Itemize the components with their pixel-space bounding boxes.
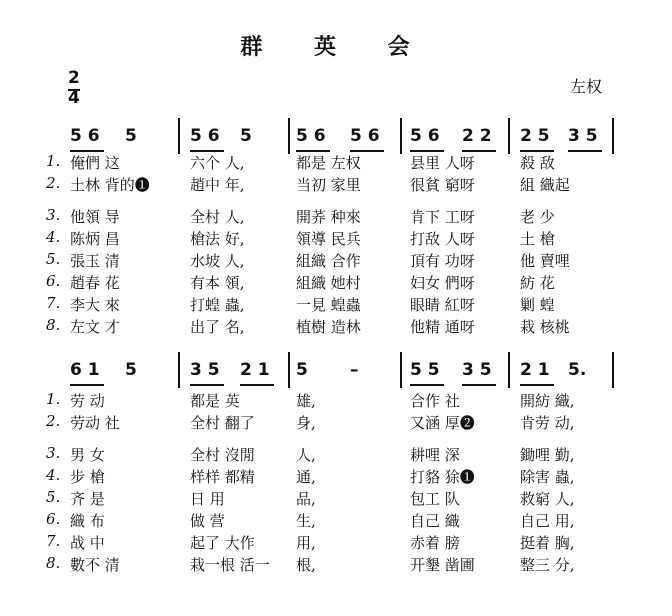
block1-lyric-4-1: 槍法 好, [190, 230, 245, 248]
staff1-barline-3 [508, 118, 510, 154]
block1-lyric-8-1: 出了 名, [190, 318, 245, 336]
block1-lyric-1-4: 殺 敌 [520, 154, 555, 172]
block2-lyric-4-2: 通, [296, 468, 316, 486]
block2-lyric-2-4: 肯劳 动, [520, 414, 575, 432]
staff2-underline-1-0 [190, 384, 224, 386]
staff1-barline-0 [178, 118, 180, 154]
block2-verse-number-2: 2. [46, 412, 61, 430]
block2-lyric-5-2: 品, [296, 490, 316, 508]
block2-lyric-2-3: 又涵 厚❷ [410, 414, 475, 432]
block2-lyric-6-2: 生, [296, 512, 316, 530]
block2-lyric-8-4: 整三 分, [520, 556, 575, 574]
block2-lyric-5-0: 齐 是 [70, 490, 105, 508]
staff2-barline-4 [612, 352, 614, 388]
block2-lyric-6-4: 自己 用, [520, 512, 575, 530]
block2-lyric-5-1: 日 用 [190, 490, 225, 508]
block2-lyric-3-1: 全村 沒閒 [190, 446, 255, 464]
block1-lyric-7-4: 剿 蝗 [520, 296, 555, 314]
staff2-note-0-0: 6 1 [70, 360, 100, 380]
block2-verse-number-7: 7. [46, 532, 61, 550]
block1-lyric-6-1: 有本 領, [190, 274, 245, 292]
block2-lyric-2-2: 身, [296, 414, 316, 432]
song-title: 群 英 会 [240, 34, 432, 60]
staff2-note-4-0: 2 1 [520, 360, 550, 380]
staff1-note-2-0: 5 6 [296, 126, 326, 146]
block2-lyric-8-3: 开墾 凿圃 [410, 556, 475, 574]
staff1-note-4-0: 2 5 [520, 126, 550, 146]
block2-lyric-7-3: 赤着 膀 [410, 534, 460, 552]
block2-lyric-3-2: 人, [296, 446, 316, 464]
block1-lyric-4-3: 打敌 人呀 [410, 230, 475, 248]
block2-lyric-8-0: 數不 清 [70, 556, 120, 574]
block1-lyric-5-3: 頂有 功呀 [410, 252, 475, 270]
staff2-barline-2 [400, 352, 402, 388]
staff2-underline-3-0 [410, 384, 444, 386]
block1-lyric-6-3: 妇女 們呀 [410, 274, 475, 292]
block2-lyric-6-0: 織 布 [70, 512, 105, 530]
block2-lyric-7-4: 挺着 胸, [520, 534, 575, 552]
block1-lyric-1-0: 俺們 这 [70, 154, 120, 172]
block1-lyric-2-2: 当初 家里 [296, 176, 361, 194]
block2-lyric-6-3: 自己 織 [410, 512, 460, 530]
block2-lyric-3-0: 男 女 [70, 446, 105, 464]
block2-lyric-7-1: 起了 大作 [190, 534, 255, 552]
block1-lyric-1-2: 都是 左权 [296, 154, 361, 172]
block2-lyric-3-4: 鋤哩 勤, [520, 446, 575, 464]
block1-lyric-1-3: 县里 人呀 [410, 154, 475, 172]
block1-lyric-7-2: 一見 蝗蟲 [296, 296, 361, 314]
staff2-underline-3-1 [462, 384, 496, 386]
block1-lyric-8-0: 左文 才 [70, 318, 120, 336]
staff1-note-0-0: 5 6 [70, 126, 100, 146]
block2-verse-number-4: 4. [46, 466, 61, 484]
lyrics-block-1 [0, 152, 672, 342]
block2-lyric-5-3: 包工 队 [410, 490, 460, 508]
block1-lyric-7-1: 打蝗 蟲, [190, 296, 245, 314]
staff2-note-3-1: 3 5 [462, 360, 492, 380]
block1-lyric-3-1: 全村 人, [190, 208, 245, 226]
block2-lyric-7-0: 战 中 [70, 534, 105, 552]
block1-verse-number-4: 4. [46, 228, 61, 246]
staff2-note-1-0: 3 5 [190, 360, 220, 380]
block1-lyric-8-2: 植樹 造林 [296, 318, 361, 336]
staff1-barline-4 [612, 118, 614, 154]
block1-lyric-5-4: 他 賣哩 [520, 252, 570, 270]
time-signature-bottom: 4 [68, 88, 80, 108]
block1-lyric-4-2: 領導 民兵 [296, 230, 361, 248]
staff2-barline-0 [178, 352, 180, 388]
block1-lyric-2-0: 土林 背的❶ [70, 176, 150, 194]
block2-lyric-3-3: 耕哩 深 [410, 446, 460, 464]
block1-lyric-2-3: 很貧 窮呀 [410, 176, 475, 194]
block2-lyric-4-3: 打貉 狳❶ [410, 468, 475, 486]
block1-lyric-4-4: 土 槍 [520, 230, 555, 248]
block2-lyric-1-0: 劳 动 [70, 392, 105, 410]
staff1-note-0-1: 5 [125, 126, 137, 146]
block2-verse-number-1: 1. [46, 390, 61, 408]
block2-lyric-2-1: 全村 翻了 [190, 414, 255, 432]
block2-lyric-8-2: 根, [296, 556, 316, 574]
block1-lyric-7-0: 李大 來 [70, 296, 120, 314]
block2-lyric-4-1: 样样 都精 [190, 468, 255, 486]
block1-verse-number-6: 6. [46, 272, 61, 290]
block2-lyric-6-1: 做 营 [190, 512, 225, 530]
staff2-underline-1-1 [240, 384, 274, 386]
block1-lyric-2-4: 組 織起 [520, 176, 570, 194]
block1-lyric-3-3: 肯下 工呀 [410, 208, 475, 226]
time-signature-top: 2 [68, 68, 80, 88]
block1-lyric-6-2: 組織 她村 [296, 274, 361, 292]
block1-lyric-3-0: 他領 导 [70, 208, 120, 226]
block2-lyric-8-1: 栽一根 活一 [190, 556, 270, 574]
block2-verse-number-8: 8. [46, 554, 61, 572]
block1-verse-number-3: 3. [46, 206, 61, 224]
block2-lyric-1-3: 合作 社 [410, 392, 460, 410]
block1-lyric-6-0: 趙春 花 [70, 274, 120, 292]
block1-lyric-8-3: 他精 通呀 [410, 318, 475, 336]
block1-lyric-6-4: 紡 花 [520, 274, 555, 292]
staff1-barline-1 [288, 118, 290, 154]
block2-verse-number-3: 3. [46, 444, 61, 462]
block1-lyric-8-4: 栽 核桃 [520, 318, 570, 336]
staff2-note-2-1: – [350, 360, 359, 380]
block1-verse-number-8: 8. [46, 316, 61, 334]
block2-lyric-4-0: 步 槍 [70, 468, 105, 486]
block1-lyric-4-0: 陈炳 昌 [70, 230, 120, 248]
block2-lyric-7-2: 用, [296, 534, 316, 552]
block1-lyric-5-0: 張玉 清 [70, 252, 120, 270]
staff2-barline-1 [288, 352, 290, 388]
block2-verse-number-5: 5. [46, 488, 61, 506]
lyrics-block-2 [0, 390, 672, 580]
block2-lyric-1-1: 都是 英 [190, 392, 240, 410]
block2-lyric-2-0: 劳动 社 [70, 414, 120, 432]
staff1-note-3-0: 5 6 [410, 126, 440, 146]
block2-lyric-4-4: 除害 蟲, [520, 468, 575, 486]
block2-lyric-1-2: 雄, [296, 392, 316, 410]
block2-lyric-5-4: 救窮 人, [520, 490, 575, 508]
staff1-note-4-1: 3 5 [568, 126, 598, 146]
block1-verse-number-7: 7. [46, 294, 61, 312]
block1-lyric-3-2: 開荞 种來 [296, 208, 361, 226]
staff2-note-4-1: 5. [568, 360, 587, 380]
staff1-note-1-1: 5 [240, 126, 252, 146]
block1-lyric-5-1: 水坡 人, [190, 252, 245, 270]
block1-verse-number-5: 5. [46, 250, 61, 268]
staff2-note-2-0: 5 [296, 360, 308, 380]
block1-lyric-2-1: 趙中 年, [190, 176, 245, 194]
notation-staff-2 [0, 352, 672, 392]
staff2-underline-0-0 [70, 384, 104, 386]
composer-name: 左权 [570, 77, 603, 96]
block1-lyric-3-4: 老 少 [520, 208, 555, 226]
block1-verse-number-1: 1. [46, 152, 61, 170]
block1-lyric-7-3: 眼睛 紅呀 [410, 296, 475, 314]
staff2-note-0-1: 5 [125, 360, 137, 380]
staff1-note-1-0: 5 6 [190, 126, 220, 146]
staff1-note-2-1: 5 6 [350, 126, 380, 146]
block1-lyric-1-1: 六个 人, [190, 154, 245, 172]
staff1-barline-2 [400, 118, 402, 154]
block2-lyric-1-4: 開紡 織, [520, 392, 575, 410]
staff2-note-3-0: 5 5 [410, 360, 440, 380]
staff1-note-3-1: 2 2 [462, 126, 492, 146]
block1-verse-number-2: 2. [46, 174, 61, 192]
staff2-underline-4-0 [520, 384, 554, 386]
block2-verse-number-6: 6. [46, 510, 61, 528]
staff2-barline-3 [508, 352, 510, 388]
block1-lyric-5-2: 組織 合作 [296, 252, 361, 270]
staff2-note-1-1: 2 1 [240, 360, 270, 380]
